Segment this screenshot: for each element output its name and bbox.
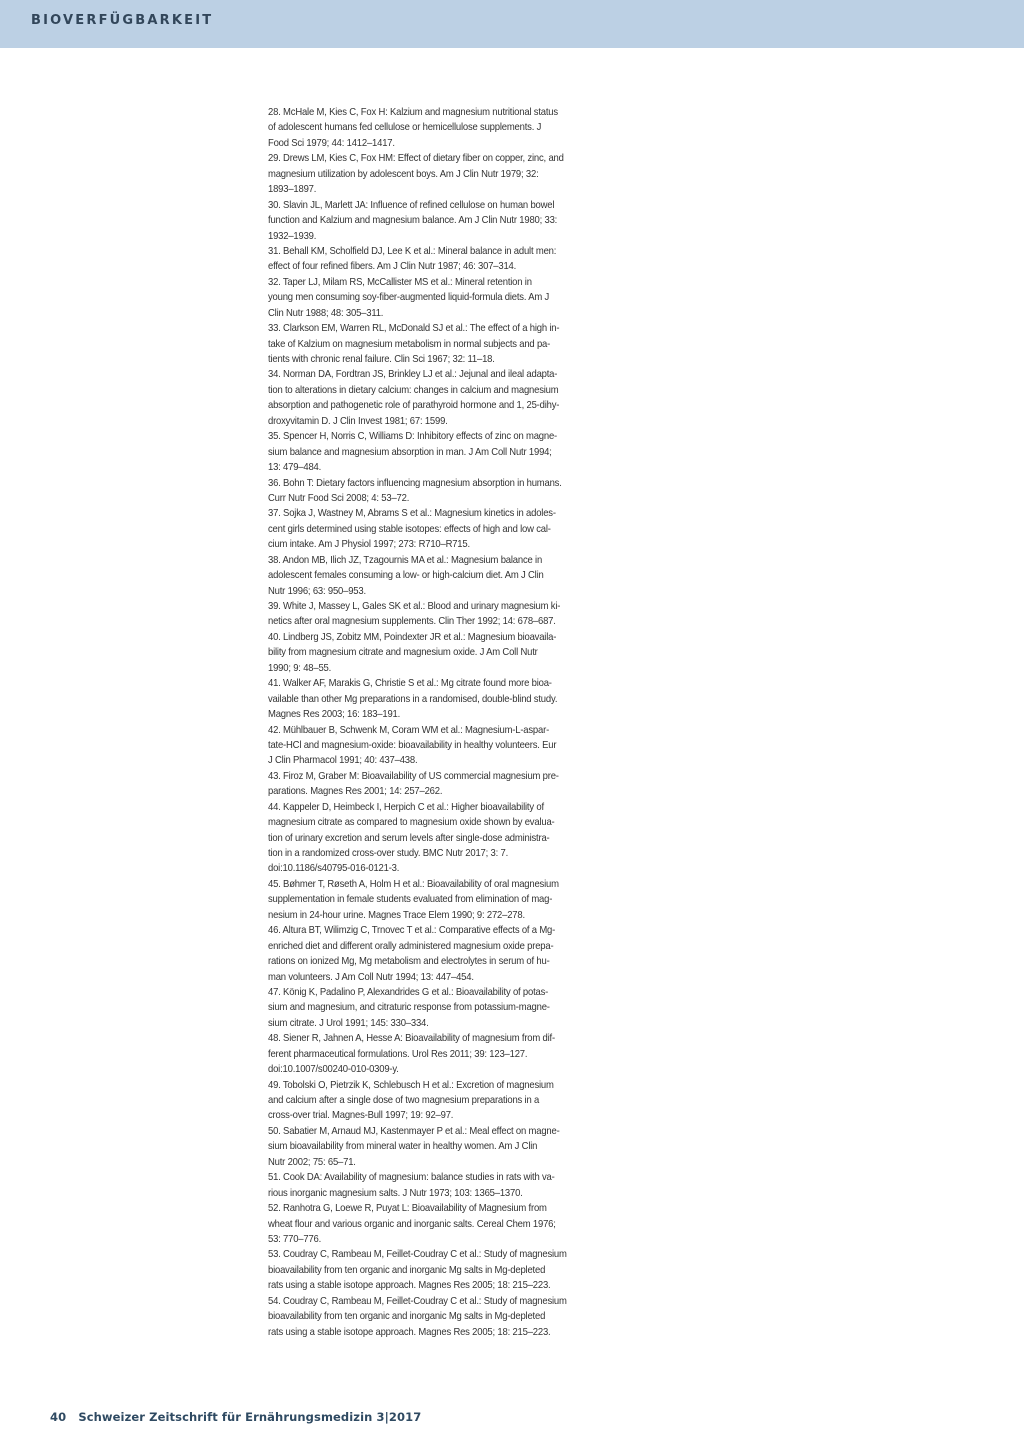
reference-line: 31. Behall KM, Scholfield DJ, Lee K et al.: Mineral balance in adult men:: [268, 245, 557, 257]
reference-line: cium intake. Am J Physiol 1997; 273: R710–R715.: [268, 539, 470, 551]
reference-line: droxyvitamin D. J Clin Invest 1981; 67: 1599.: [268, 415, 448, 427]
reference-line: bioavailability from ten organic and inorganic Mg salts in Mg-depleted: [268, 1311, 546, 1323]
reference-line: 13: 479–484.: [268, 462, 322, 474]
reference-line: 34. Norman DA, Fordtran JS, Brinkley LJ et al.: Jejunal and ileal adapta-: [268, 369, 558, 381]
reference-line: nesium in 24-hour urine. Magnes Trace Elem 1990; 9: 272–278.: [268, 909, 525, 921]
reference-line: rations on ionized Mg, Mg metabolism and electrolytes in serum of hu-: [268, 956, 550, 968]
reference-line: 53. Coudray C, Rambeau M, Feillet-Coudray C et al.: Study of magnesium: [268, 1249, 567, 1261]
reference-line: of adolescent humans fed cellulose or hemicellulose supplements. J: [268, 122, 542, 134]
reference-line: 40. Lindberg JS, Zobitz MM, Poindexter JR et al.: Magnesium bioavaila-: [268, 631, 557, 643]
reference-line: take of Kalzium on magnesium metabolism in normal subjects and pa-: [268, 338, 551, 350]
reference-list: [268, 105, 590, 1340]
reference-line: 46. Altura BT, Wilimzig C, Trnovec T et al.: Comparative effects of a Mg-: [268, 925, 556, 937]
reference-line: cross-over trial. Magnes-Bull 1997; 19: 92–97.: [268, 1110, 454, 1122]
reference-line: 28. McHale M, Kies C, Fox H: Kalzium and magnesium nutritional status: [268, 107, 558, 118]
reference-line: 35. Spencer H, Norris C, Williams D: Inhibitory effects of zinc on magne-: [268, 431, 558, 443]
reference-line: J Clin Pharmacol 1991; 40: 437–438.: [268, 755, 418, 767]
reference-line: 36. Bohn T: Dietary factors influencing magnesium absorption in humans.: [268, 477, 562, 489]
reference-line: cent girls determined using stable isotopes: effects of high and low cal-: [268, 523, 551, 535]
reference-line: 54. Coudray C, Rambeau M, Feillet-Coudray C et al.: Study of magnesium: [268, 1295, 567, 1307]
reference-line: effect of four refined fibers. Am J Clin Nutr 1987; 46: 307–314.: [268, 261, 517, 273]
reference-line: Magnes Res 2003; 16: 183–191.: [268, 709, 401, 721]
page-number: 40: [50, 1410, 67, 1424]
reference-line: parations. Magnes Res 2001; 14: 257–262.: [268, 786, 443, 798]
reference-line: ferent pharmaceutical formulations. Urol Res 2011; 39: 123–127.: [268, 1048, 528, 1060]
reference-line: 1990; 9: 48–55.: [268, 662, 332, 674]
reference-line: tion to alterations in dietary calcium: changes in calcium and magnesium: [268, 384, 559, 396]
reference-line: doi:10.1007/s00240-010-0309-y.: [268, 1064, 399, 1076]
reference-line: function and Kalzium and magnesium balance. Am J Clin Nutr 1980; 33:: [268, 215, 558, 227]
reference-line: Food Sci 1979; 44: 1412–1417.: [268, 137, 395, 149]
reference-line: 43. Firoz M, Graber M: Bioavailability of US commercial magnesium pre-: [268, 770, 559, 782]
reference-line: Curr Nutr Food Sci 2008; 4: 53–72.: [268, 492, 410, 504]
reference-line: 1932–1939.: [268, 230, 317, 242]
reference-line: Clin Nutr 1988; 48: 305–311.: [268, 307, 384, 319]
reference-line: 32. Taper LJ, Milam RS, McCallister MS et al.: Mineral retention in: [268, 276, 532, 288]
page-footer: [50, 1410, 421, 1424]
reference-line: magnesium citrate as compared to magnesium oxide shown by evalua-: [268, 817, 555, 829]
reference-line: rats using a stable isotope approach. Magnes Res 2005; 18: 215–223.: [268, 1326, 551, 1338]
reference-line: doi:10.1186/s40795-016-0121-3.: [268, 863, 400, 875]
reference-line: and calcium after a single dose of two magnesium preparations in a: [268, 1095, 540, 1106]
reference-line: adolescent females consuming a low- or high-calcium diet. Am J Clin: [268, 570, 544, 582]
reference-line: supplementation in female students evaluated from elimination of mag-: [268, 894, 553, 906]
reference-line: 52. Ranhotra G, Loewe R, Puyat L: Bioavailability of Magnesium from: [268, 1203, 547, 1215]
reference-line: sium balance and magnesium absorption in man. J Am Coll Nutr 1994;: [268, 446, 552, 458]
reference-line: bility from magnesium citrate and magnesium oxide. J Am Coll Nutr: [268, 647, 538, 659]
reference-line: man volunteers. J Am Coll Nutr 1994; 13: 447–454.: [268, 971, 474, 983]
reference-line: tion of urinary excretion and serum levels after single-dose administra-: [268, 832, 550, 844]
reference-line: absorption and pathogenetic role of parathyroid hormone and 1, 25-dihy-: [268, 400, 560, 412]
reference-line: enriched diet and different orally administered magnesium oxide prepa-: [268, 940, 554, 952]
reference-line: 38. Andon MB, Ilich JZ, Tzagournis MA et al.: Magnesium balance in: [268, 554, 543, 566]
reference-line: 51. Cook DA: Availability of magnesium: balance studies in rats with va-: [268, 1172, 555, 1184]
reference-line: Nutr 2002; 75: 65–71.: [268, 1156, 356, 1168]
reference-line: 33. Clarkson EM, Warren RL, McDonald SJ et al.: The effect of a high in-: [268, 323, 560, 335]
reference-line: 45. Bøhmer T, Røseth A, Holm H et al.: Bioavailability of oral magnesium: [268, 878, 559, 890]
reference-line: 48. Siener R, Jahnen A, Hesse A: Bioavailability of magnesium from dif-: [268, 1033, 555, 1045]
reference-line: vailable than other Mg preparations in a randomised, double-blind study.: [268, 693, 558, 705]
journal-name: Schweizer Zeitschrift für Ernährungsmedizin 3|2017: [78, 1410, 422, 1424]
reference-line: tion in a randomized cross-over study. BMC Nutr 2017; 3: 7.: [268, 848, 509, 859]
reference-line: 49. Tobolski O, Pietrzik K, Schlebusch H et al.: Excretion of magnesium: [268, 1079, 554, 1091]
reference-line: netics after oral magnesium supplements. Clin Ther 1992; 14: 678–687.: [268, 616, 556, 628]
reference-line: 41. Walker AF, Marakis G, Christie S et al.: Mg citrate found more bioa-: [268, 678, 552, 690]
reference-line: 1893–1897.: [268, 184, 317, 196]
reference-line: sium citrate. J Urol 1991; 145: 330–334.: [268, 1017, 429, 1029]
section-header-band: [0, 0, 1024, 48]
reference-line: 50. Sabatier M, Arnaud MJ, Kastenmayer P et al.: Meal effect on magne-: [268, 1125, 560, 1137]
reference-line: 29. Drews LM, Kies C, Fox HM: Effect of dietary fiber on copper, zinc, and: [268, 153, 564, 165]
reference-line: rious inorganic magnesium salts. J Nutr 1973; 103: 1365–1370.: [268, 1187, 523, 1199]
reference-line: magnesium utilization by adolescent boys. Am J Clin Nutr 1979; 32:: [268, 168, 539, 180]
reference-line: bioavailability from ten organic and inorganic Mg salts in Mg-depleted: [268, 1264, 546, 1276]
reference-line: 39. White J, Massey L, Gales SK et al.: Blood and urinary magnesium ki-: [268, 601, 561, 612]
reference-line: rats using a stable isotope approach. Magnes Res 2005; 18: 215–223.: [268, 1280, 551, 1292]
reference-line: 42. Mühlbauer B, Schwenk M, Coram WM et al.: Magnesium-L-aspar-: [268, 724, 550, 736]
section-title: BIOVERFÜGBARKEIT: [31, 13, 214, 28]
reference-line: 47. König K, Padalino P, Alexandrides G et al.: Bioavailability of potas-: [268, 986, 549, 998]
reference-line: sium bioavailability from mineral water in healthy women. Am J Clin: [268, 1141, 538, 1153]
reference-line: 44. Kappeler D, Heimbeck I, Herpich C et al.: Higher bioavailability of: [268, 801, 544, 813]
reference-line: wheat flour and various organic and inorganic salts. Cereal Chem 1976;: [268, 1218, 556, 1230]
reference-line: 37. Sojka J, Wastney M, Abrams S et al.: Magnesium kinetics in adoles-: [268, 508, 556, 520]
reference-line: tients with chronic renal failure. Clin Sci 1967; 32: 11–18.: [268, 354, 495, 365]
reference-line: 30. Slavin JL, Marlett JA: Influence of refined cellulose on human bowel: [268, 199, 555, 211]
reference-line: tate-HCl and magnesium-oxide: bioavailability in healthy volunteers. Eur: [268, 739, 557, 751]
reference-line: sium and magnesium, and citraturic response from potassium-magne-: [268, 1002, 550, 1014]
reference-line: Nutr 1996; 63: 950–953.: [268, 585, 366, 597]
reference-line: 53: 770–776.: [268, 1233, 322, 1245]
reference-line: young men consuming soy-fiber-augmented liquid-formula diets. Am J: [268, 292, 550, 304]
